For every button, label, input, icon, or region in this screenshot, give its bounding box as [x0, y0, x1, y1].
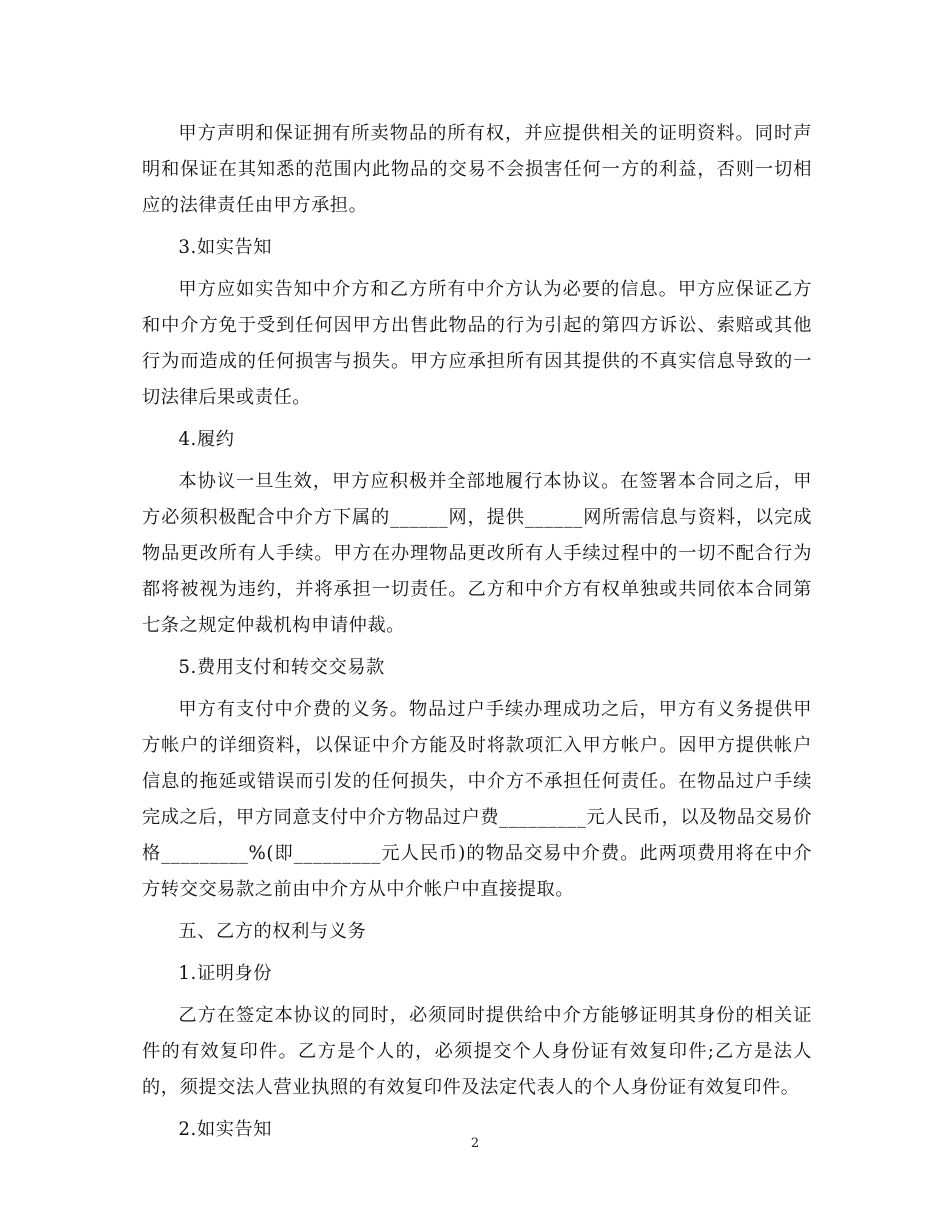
document-body [142, 116, 812, 1148]
heading-identity-proof: 1.证明身份 [178, 963, 273, 984]
paragraph-fee-payment: 甲方有支付中介费的义务。物品过户手续办理成功之后，甲方有义务提供甲方帐户的详细资料，以保证中介方能及时将款项汇入甲方帐户。因甲方提供帐户信息的拖延或错误而引发的任何损失，中介方不承担任何责任。在物品过户手续完成之后，甲方同意支付中介方物品过户费_________元人民币，以及物品交易价格_________%(即_________元人民币)的物品交易中介费。此两项费用将在中介方转交交易款之前由中介方从中介帐户中直接提取。 [142, 699, 812, 900]
heading-truthful-disclosure-seller: 3.如实告知 [178, 237, 273, 258]
page-number: 2 [470, 1136, 480, 1151]
heading-truthful-disclosure-buyer: 2.如实告知 [178, 1119, 273, 1140]
heading-fee-payment: 5.费用支付和转交交易款 [178, 657, 385, 678]
paragraph-identity-proof: 乙方在签定本协议的同时，必须同时提供给中介方能够证明其身份的相关证件的有效复印件。乙方是个人的，必须提交个人身份证有效复印件;乙方是法人的，须提交法人营业执照的有效复印件及法定代表人的个人身份证有效复印件。 [142, 1005, 812, 1098]
heading-buyer-rights: 五、乙方的权利与义务 [178, 921, 367, 942]
paragraph-seller-disclosure: 甲方应如实告知中介方和乙方所有中介方认为必要的信息。甲方应保证乙方和中介方免于受到任何因甲方出售此物品的行为引起的第四方诉讼、索赔或其他行为而造成的任何损害与损失。甲方应承担所有因其提供的不真实信息导致的一切法律后果或责任。 [142, 279, 812, 408]
paragraph-performance: 本协议一旦生效，甲方应积极并全部地履行本协议。在签署本合同之后，甲方必须积极配合中介方下属的______网，提供______网所需信息与资料，以完成物品更改所有人手续。甲方在办理物品更改所有人手续过程中的一切不配合行为都将被视为违约，并将承担一切责任。乙方和中介方有权单独或共同依本合同第七条之规定仲裁机构申请仲裁。 [142, 471, 812, 636]
heading-performance: 4.履约 [178, 429, 235, 450]
paragraph-seller-ownership: 甲方声明和保证拥有所卖物品的所有权，并应提供相关的证明资料。同时声明和保证在其知悉的范围内此物品的交易不会损害任何一方的利益，否则一切相应的法律责任由甲方承担。 [142, 123, 812, 216]
